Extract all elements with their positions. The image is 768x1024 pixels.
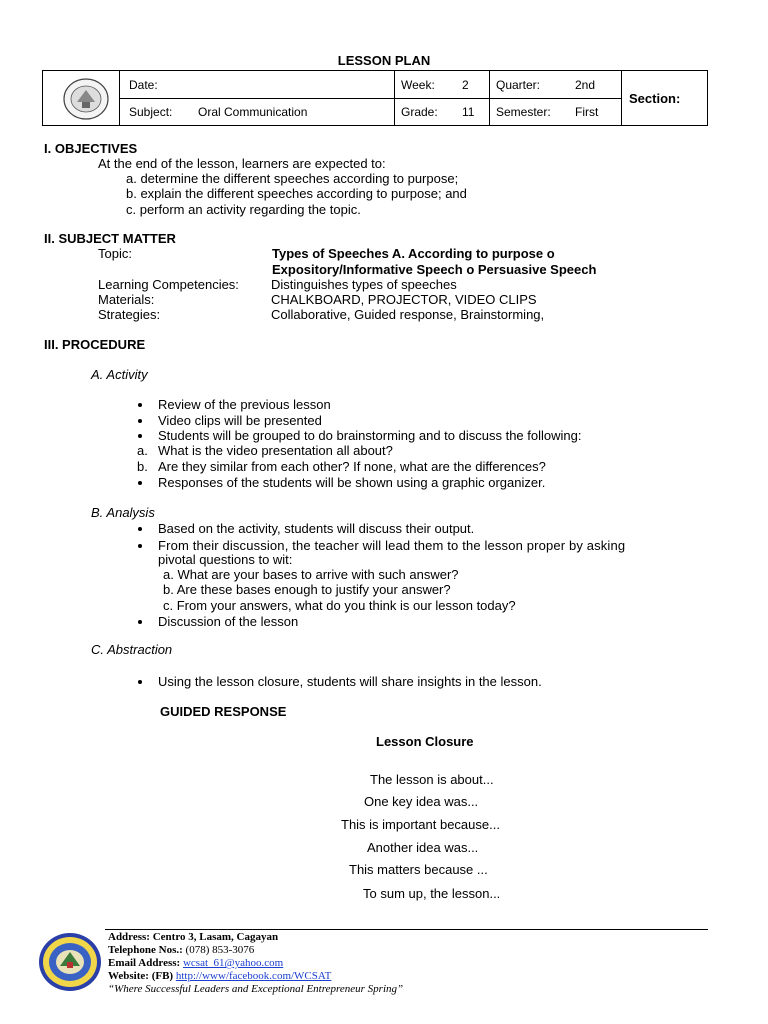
- competencies-label: Learning Competencies:: [98, 277, 239, 292]
- guided-response-heading: GUIDED RESPONSE: [160, 704, 287, 719]
- section-label: Section:: [629, 91, 681, 106]
- analysis-question: c. From your answers, what do you think is our lesson today?: [163, 598, 516, 613]
- analysis-bullet-cont: pivotal questions to wit:: [158, 552, 293, 567]
- activity-sub-item: What is the video presentation all about?: [158, 443, 393, 458]
- abstraction-heading: C. Abstraction: [91, 642, 173, 657]
- materials-value: CHALKBOARD, PROJECTOR, VIDEO CLIPS: [271, 292, 537, 307]
- analysis-bullet: Based on the activity, students will discuss their output.: [158, 521, 475, 536]
- email-link[interactable]: wcsat_61@yahoo.com: [182, 957, 284, 969]
- lesson-closure-title: Lesson Closure: [376, 734, 474, 749]
- closure-line: Another idea was...: [367, 840, 479, 855]
- quarter-value: 2nd: [575, 78, 596, 92]
- date-label: Date:: [129, 78, 158, 92]
- objective-item: c. perform an activity regarding the topic.: [126, 202, 361, 217]
- semester-value: First: [575, 105, 599, 119]
- strategies-value: Collaborative, Guided response, Brainstorming,: [271, 307, 545, 322]
- analysis-bullet: From their discussion, the teacher will lead them to the lesson proper by asking: [158, 538, 626, 553]
- grade-value: 11: [462, 105, 475, 119]
- analysis-question: a. What are your bases to arrive with such answer?: [163, 567, 459, 582]
- objectives-intro: At the end of the lesson, learners are expected to:: [98, 156, 386, 171]
- procedure-heading: III. PROCEDURE: [44, 337, 146, 352]
- abstraction-bullet: Using the lesson closure, students will share insights in the lesson.: [158, 674, 542, 689]
- objective-item: a. determine the different speeches according to purpose;: [126, 171, 459, 186]
- materials-label: Materials:: [98, 292, 155, 307]
- subject-matter-heading: II. SUBJECT MATTER: [44, 231, 176, 246]
- objective-item: b. explain the different speeches according to purpose; and: [126, 186, 467, 201]
- activity-sub-marker: b.: [137, 459, 148, 474]
- analysis-bullet: Discussion of the lesson: [158, 614, 299, 629]
- analysis-question: b. Are these bases enough to justify your answer?: [163, 582, 451, 597]
- bullet-icon: [138, 481, 142, 485]
- header-table: [42, 70, 708, 126]
- grade-label: Grade:: [401, 105, 438, 119]
- bullet-icon: [138, 544, 142, 548]
- bullet-icon: [138, 527, 142, 531]
- document-title: LESSON PLAN: [337, 53, 431, 68]
- footer-divider: [105, 929, 708, 930]
- subject-value: Oral Communication: [198, 105, 308, 119]
- closure-line: This is important because...: [341, 817, 500, 832]
- bullet-icon: [138, 434, 142, 438]
- bullet-icon: [138, 680, 142, 684]
- semester-label: Semester:: [496, 105, 551, 119]
- topic-value-line2: Expository/Informative Speech o Persuasive Speech: [272, 262, 597, 277]
- school-seal-logo: [38, 932, 102, 992]
- activity-bullet: Video clips will be presented: [158, 413, 322, 428]
- footer-website: Website: (FB) http://www/facebook.com/WCSAT: [108, 970, 332, 982]
- analysis-heading: B. Analysis: [91, 505, 155, 520]
- footer-motto: “Where Successful Leaders and Exceptional Entrepreneur Spring”: [108, 983, 404, 995]
- activity-sub-item: Are they similar from each other? If none, what are the differences?: [158, 459, 546, 474]
- competencies-value: Distinguishes types of speeches: [271, 277, 457, 292]
- bullet-icon: [138, 403, 142, 407]
- topic-value-line1: Types of Speeches A. According to purpose o: [272, 246, 555, 261]
- week-value: 2: [462, 78, 469, 92]
- objectives-heading: I. OBJECTIVES: [44, 141, 138, 156]
- website-link[interactable]: http://www/facebook.com/WCSAT: [175, 970, 332, 982]
- footer-address: Address: Centro 3, Lasam, Cagayan: [108, 931, 279, 943]
- quarter-label: Quarter:: [496, 78, 541, 92]
- subject-label: Subject:: [129, 105, 173, 119]
- footer-email: Email Address: wcsat_61@yahoo.com: [108, 957, 284, 969]
- footer-telephone: Telephone Nos.: (078) 853-3076: [108, 944, 255, 956]
- activity-sub-marker: a.: [137, 443, 148, 458]
- week-label: Week:: [401, 78, 435, 92]
- closure-line: The lesson is about...: [370, 772, 494, 787]
- deped-seal-logo: [63, 78, 109, 120]
- bullet-icon: [138, 419, 142, 423]
- closure-line: To sum up, the lesson...: [363, 886, 501, 901]
- closure-line: One key idea was...: [364, 794, 479, 809]
- bullet-icon: [138, 620, 142, 624]
- activity-bullet: Responses of the students will be shown using a graphic organizer.: [158, 475, 546, 490]
- closure-line: This matters because ...: [349, 862, 488, 877]
- activity-bullet: Review of the previous lesson: [158, 397, 331, 412]
- activity-bullet: Students will be grouped to do brainstorming and to discuss the following:: [158, 428, 582, 443]
- strategies-label: Strategies:: [98, 307, 161, 322]
- activity-heading: A. Activity: [91, 367, 148, 382]
- topic-label: Topic:: [98, 246, 132, 261]
